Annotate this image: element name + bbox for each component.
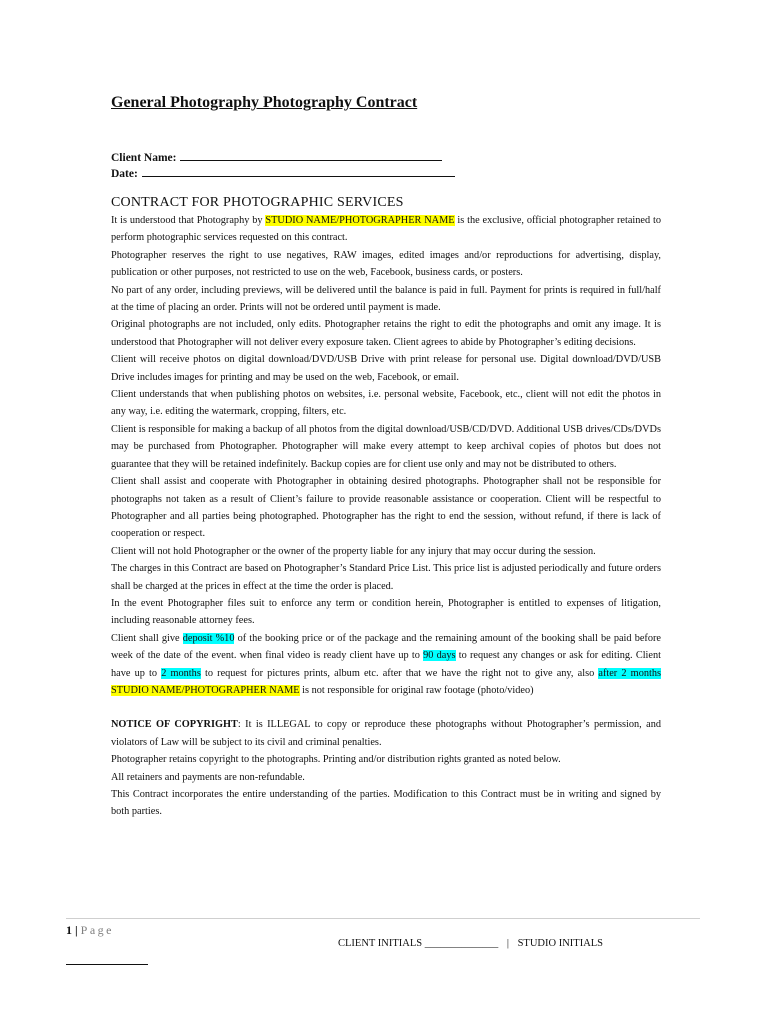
paragraph-delivery: Client will receive photos on digital download/DVD/USB Drive with print release for personal use. Digital download/DVD/USB Drive includes images for printing and may be used on the web, Facebook, or email. xyxy=(111,354,661,383)
paragraph-usage-rights: Photographer reserves the right to use negatives, RAW images, edited images and/or reproductions for advertising, display, publication or other purposes, not restricted to use on the web, Facebook, business cards, or posters. xyxy=(111,249,661,279)
date-field xyxy=(111,166,455,180)
client-name-blank-line xyxy=(180,150,442,161)
notice-title: NOTICE OF COPYRIGHT xyxy=(111,719,238,731)
paragraph-publishing: Client understands that when publishing photos on websites, i.e. personal website, Facebook, etc., client will not edit the photos in any way, i.e. editing the watermark, cropping, filters, etc. xyxy=(111,389,661,418)
client-name-label: Client Name: xyxy=(111,152,177,164)
deposit-highlight: deposit %10 xyxy=(182,632,235,644)
studio-initials: STUDIO INITIALS xyxy=(517,938,604,949)
client-initials: CLIENT INITIALS ______________ xyxy=(338,938,499,949)
paragraph-liability: Client will not hold Photographer or the owner of the property liable for any injury that may occur during the session. xyxy=(111,545,596,557)
paragraph-deposit: Client shall give deposit %10 of the booking price or of the package and the remaining amount of the booking shall be paid before week of the date of the event. when final video is ready client have up to 90 days to request any changes or ask for editing. Client have up to 2 months to request for pictures prints, album etc. after that we have the right not to give any, also after 2 months STUDIO NAME/PHOTOGRAPHER NAME is not responsible for original raw footage (photo/video) xyxy=(111,632,662,696)
days-highlight: 90 days xyxy=(423,650,456,662)
document-title: General Photography Photography Contract xyxy=(111,94,418,111)
page-number-separator: | xyxy=(72,923,81,937)
page-number xyxy=(66,923,114,938)
paragraph-cooperation: Client shall assist and cooperate with Photographer in obtaining desired photographs. Photographer shall not be responsible for photographs not taken as a result of Client’s failure to provide reasonable assistance or cooperation. Client will be respectful to Photographer and all parties being photographed. Photographer has the right to end the session, without refund, if there is lack of cooperation or respect. xyxy=(111,476,661,540)
studio-name-placeholder-2: STUDIO NAME/PHOTOGRAPHER NAME xyxy=(111,684,300,696)
page-number-value: 1 xyxy=(66,923,72,937)
footer-signature-line xyxy=(66,964,148,965)
initials-line xyxy=(338,938,603,949)
paragraph-litigation: In the event Photographer files suit to enforce any term or condition herein, Photographer is entitled to expenses of litigation, including reasonable attorney fees. xyxy=(111,597,661,627)
paragraph-editing: Original photographs are not included, only edits. Photographer retains the right to edit the photographs and omit any image. It is understood that Photographer will not deliver every exposure taken. Client agrees to abide by Photographer’s editing decisions. xyxy=(111,319,661,348)
paragraph-backup: Client is responsible for making a backup of all photos from the digital download/USB/CD/DVD. Additional USB drives/CDs/DVDs may be purchased from Photographer. Photographer will make every attempt to keep archival copies of photos but does not guarantee that they will be retained indefinitely. Backup copies are for client use only and may not be distributed to others. xyxy=(111,423,661,470)
contract-body xyxy=(111,212,661,821)
footer-divider xyxy=(66,918,700,919)
section-heading: CONTRACT FOR PHOTOGRAPHIC SERVICES xyxy=(111,195,404,210)
client-name-field xyxy=(111,150,442,164)
paragraph-gap xyxy=(111,699,661,716)
paragraph-payment: No part of any order, including previews, will be delivered until the balance is paid in full. Payment for prints is required in full/half at the time of placing an order. Prints will not be ordered until payment is made. xyxy=(111,284,661,314)
studio-name-placeholder: STUDIO NAME/PHOTOGRAPHER NAME xyxy=(265,215,455,226)
date-blank-line xyxy=(142,166,455,177)
paragraph-non-refundable: All retainers and payments are non-refundable. xyxy=(111,771,305,783)
page-word: Page xyxy=(80,923,114,937)
initials-separator: | xyxy=(506,938,509,949)
paragraph-entire-agreement: This Contract incorporates the entire understanding of the parties. Modification to this Contract must be in writing and signed by both parties. xyxy=(111,789,661,818)
date-label: Date: xyxy=(111,168,138,180)
months-highlight: 2 months xyxy=(161,667,201,679)
paragraph-charges: The charges in this Contract are based on Photographer’s Standard Price List. This price list is adjusted periodically and future orders shall be charged at the prices in effect at the time the order is placed. xyxy=(111,563,661,592)
paragraph-exclusive-photographer: It is understood that Photography by STUDIO NAME/PHOTOGRAPHER NAME is the exclusive, official photographer retained to perform photographic services requested on this contract. xyxy=(111,215,661,244)
after-months-highlight: after 2 months xyxy=(598,667,662,679)
paragraph-copyright-retained: Photographer retains copyright to the photographs. Printing and/or distribution rights granted as noted below. xyxy=(111,754,561,766)
paragraph-copyright-notice: NOTICE OF COPYRIGHT: It is ILLEGAL to copy or reproduce these photographs without Photographer’s permission, and violators of Law will be subject to its civil and criminal penalties. xyxy=(111,719,661,748)
